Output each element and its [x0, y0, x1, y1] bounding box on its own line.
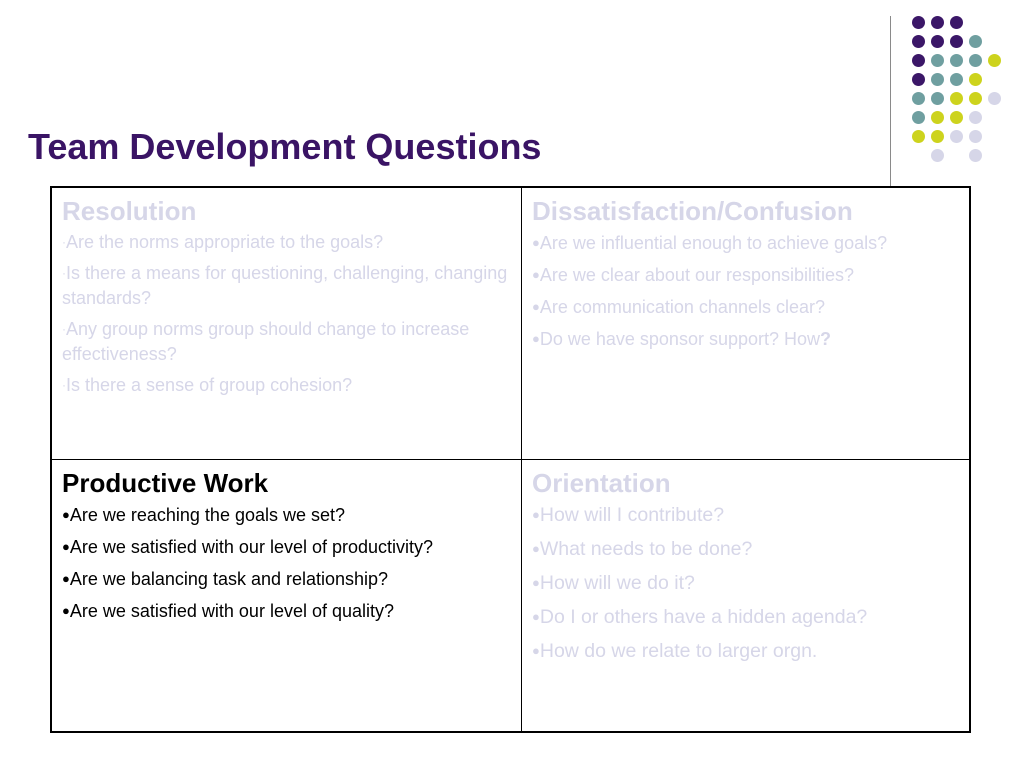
- list-item-text: Are we influential enough to achieve goals?: [539, 233, 888, 253]
- question-list: [532, 502, 961, 664]
- bullet-marker: ●: [62, 571, 70, 586]
- list-item-text: How will we do it?: [539, 572, 695, 594]
- decor-dot: [950, 35, 963, 48]
- question-list: [62, 502, 511, 624]
- bullet-marker: ●: [62, 539, 70, 554]
- decor-dot: [988, 54, 1001, 67]
- decor-dot: [912, 16, 925, 29]
- list-item: [62, 317, 511, 367]
- decor-dot: [950, 54, 963, 67]
- list-item: [62, 261, 511, 311]
- bullet-marker: ●: [532, 299, 540, 314]
- decor-dot: [950, 16, 963, 29]
- list-item-text: Is there a sense of group cohesion?: [66, 375, 353, 395]
- bullet-marker: ·: [62, 378, 66, 392]
- decor-dot: [950, 130, 963, 143]
- list-item: [532, 262, 961, 288]
- list-item: [532, 230, 961, 256]
- list-item-text: Any group norms group should change to increase effectiveness?: [62, 319, 470, 364]
- list-item-text: Is there a means for questioning, challenging, changing standards?: [62, 263, 508, 308]
- list-item-text: Are we satisfied with our level of quality?: [69, 601, 395, 621]
- list-item-text: Are we balancing task and relationship?: [69, 569, 389, 589]
- decor-dot: [931, 111, 944, 124]
- quadrant-heading: Orientation: [532, 468, 671, 498]
- decor-dot: [912, 35, 925, 48]
- bullet-marker: ·: [62, 235, 66, 249]
- decor-dot: [912, 130, 925, 143]
- quadrant-dissatisfaction: [522, 188, 971, 460]
- quadrant-resolution: [52, 188, 522, 460]
- list-item: [532, 326, 961, 352]
- list-item: [62, 373, 511, 398]
- list-item: [532, 570, 961, 596]
- list-item-text: Do I or others have a hidden agenda?: [539, 606, 868, 628]
- decor-dot: [931, 54, 944, 67]
- list-item: [532, 536, 961, 562]
- decor-dot: [969, 149, 982, 162]
- bullet-marker: ●: [532, 575, 540, 590]
- quadrant-heading: Resolution: [62, 196, 197, 226]
- list-item: [62, 534, 511, 560]
- decor-dot: [950, 73, 963, 86]
- list-item: [62, 502, 511, 528]
- decor-dot: [969, 92, 982, 105]
- list-item: [62, 598, 511, 624]
- decor-dot: [969, 54, 982, 67]
- decor-dot: [931, 92, 944, 105]
- bullet-marker: ●: [532, 267, 540, 282]
- list-item-text: Are we reaching the goals we set?: [69, 505, 346, 525]
- list-item: [62, 230, 511, 255]
- decor-dot: [912, 73, 925, 86]
- decor-dot: [931, 16, 944, 29]
- bullet-marker: ●: [532, 235, 540, 250]
- bullet-marker: ●: [62, 603, 70, 618]
- list-item: [532, 604, 961, 630]
- quadrant-heading: Dissatisfaction/Confusion: [532, 196, 853, 226]
- decor-dot: [969, 111, 982, 124]
- decor-dot: [931, 73, 944, 86]
- decor-dot: [931, 35, 944, 48]
- quadrant-table: [50, 186, 971, 733]
- question-mark: ?: [820, 329, 832, 349]
- bullet-marker: ●: [62, 507, 70, 522]
- bullet-marker: ●: [532, 507, 540, 522]
- decor-dot: [912, 54, 925, 67]
- list-item: [532, 294, 961, 320]
- list-item-text: Are the norms appropriate to the goals?: [66, 232, 384, 252]
- bullet-marker: ·: [62, 266, 66, 280]
- quadrant-productive-work: [52, 460, 522, 731]
- list-item-text: Are communication channels clear?: [539, 297, 826, 317]
- question-list: [62, 230, 511, 398]
- quadrant-orientation: [522, 460, 971, 731]
- list-item: [532, 638, 961, 664]
- quadrant-heading: Productive Work: [62, 468, 269, 498]
- bullet-marker: ●: [532, 643, 540, 658]
- bullet-marker: ●: [532, 609, 540, 624]
- list-item-text: Are we satisfied with our level of productivity?: [69, 537, 434, 557]
- decor-dot: [988, 92, 1001, 105]
- title-divider-line: [890, 16, 891, 186]
- list-item-text: What needs to be done?: [539, 538, 753, 560]
- list-item: [532, 502, 961, 528]
- decor-dot: [912, 111, 925, 124]
- decor-dot: [931, 130, 944, 143]
- bullet-marker: ·: [62, 322, 66, 336]
- bullet-marker: ●: [532, 541, 540, 556]
- decor-dot: [969, 73, 982, 86]
- decor-dot: [969, 35, 982, 48]
- decor-dot: [950, 111, 963, 124]
- decor-dot: [950, 92, 963, 105]
- list-item-text: How do we relate to larger orgn.: [539, 640, 818, 662]
- decor-dot: [912, 92, 925, 105]
- question-list: [532, 230, 961, 352]
- slide-title: Team Development Questions: [28, 126, 542, 167]
- decor-dot: [931, 149, 944, 162]
- list-item-text: How will I contribute?: [539, 504, 725, 526]
- list-item: [62, 566, 511, 592]
- decor-dot: [969, 130, 982, 143]
- bullet-marker: ●: [532, 331, 540, 346]
- list-item-text: Are we clear about our responsibilities?: [539, 265, 855, 285]
- list-item-text: Do we have sponsor support? How: [539, 329, 821, 349]
